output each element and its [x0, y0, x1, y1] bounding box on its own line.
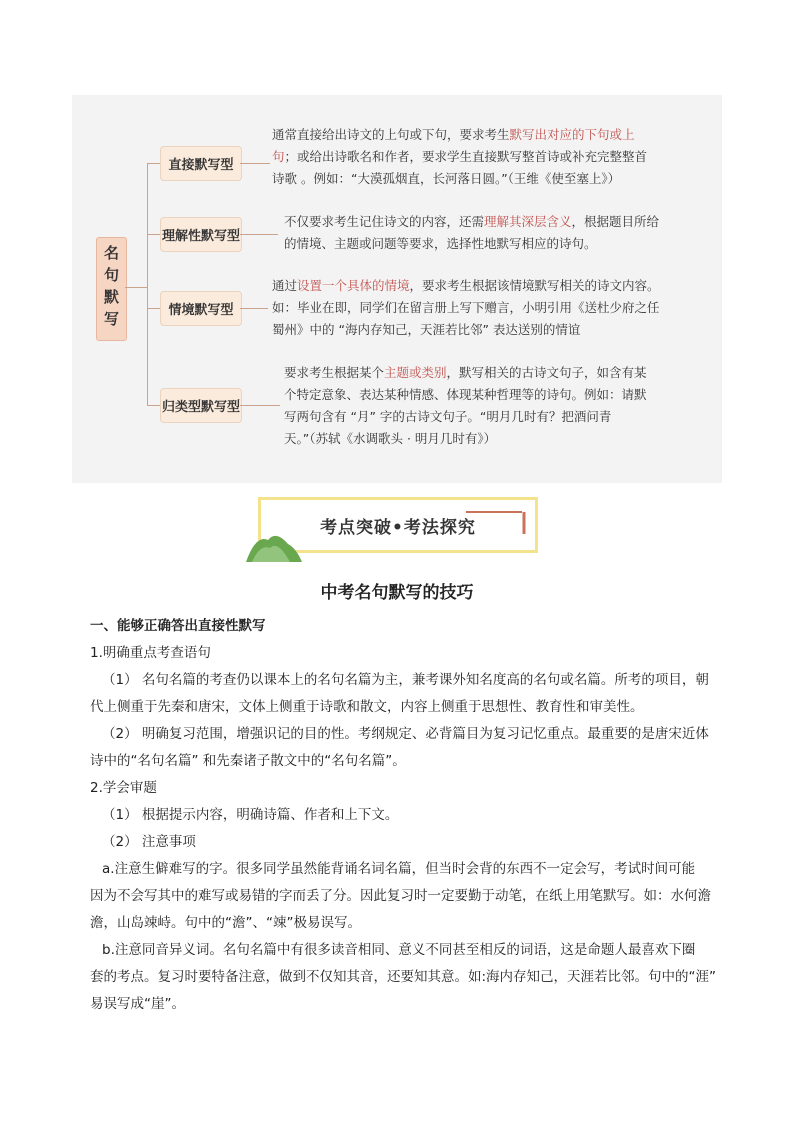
- desc-line: 的情境、主题或问题等要求，选择性地默写相应的诗句。: [284, 236, 597, 251]
- desc-line: 要求考生根据某个主题或类别，默写相关的古诗文句子，如含有某: [284, 365, 647, 380]
- paragraph-line: b.注意同音异义词。名句名篇中有很多读音相同、意义不同甚至相反的词语，这是命题人最喜欢下圈: [102, 942, 696, 958]
- node-direct: 直接默写型: [160, 146, 242, 181]
- desc-line: 如：毕业在即，同学们在留言册上写下赠言，小明引用《送杜少府之任: [272, 300, 660, 315]
- desc-line: 蜀州》中的 “海内存知己，天涯若比邻” 表达送别的情谊: [272, 322, 581, 337]
- hill-icon: [246, 530, 302, 562]
- connector: [147, 163, 160, 164]
- desc-line: 天。”（苏轼《水调歌头 · 明月几时有》）: [284, 431, 497, 446]
- subheading: 1.明确重点考查语句: [90, 645, 211, 661]
- mindmap-root: 名句默写: [96, 237, 127, 341]
- connector: [147, 234, 160, 235]
- article-title: 中考名句默写的技巧: [320, 583, 474, 603]
- node-situation-desc: [272, 275, 660, 341]
- node-situation: 情境默写型: [160, 291, 242, 326]
- paragraph-line: 易误写成“崖”。: [90, 996, 185, 1012]
- connector: [125, 287, 147, 288]
- node-comprehension: 理解性默写型: [160, 217, 242, 252]
- desc-line: 个特定意象、表达某种情感、体现某种哲理等的诗句。例如：请默: [284, 387, 647, 402]
- paragraph-line: （2） 注意事项: [102, 834, 196, 850]
- paragraph-line: （2） 明确复习范围，增强识记的目的性。考纲规定、必背篇目为复习记忆重点。最重要的是唐宋近体: [102, 726, 709, 742]
- connector: [147, 163, 148, 405]
- subheading: 2.学会审题: [90, 780, 157, 796]
- connector: [240, 163, 270, 164]
- banner-corner-decoration: [466, 508, 528, 538]
- paragraph-line: 澹，山岛竦峙。句中的“澹”、“竦”极易误写。: [90, 915, 361, 931]
- desc-line: 句；或给出诗歌名和作者，要求学生直接默写整首诗或补充完整整首: [272, 149, 648, 164]
- connector: [147, 308, 160, 309]
- node-category: 归类型默写型: [160, 388, 242, 423]
- connector: [240, 405, 280, 406]
- connector: [240, 234, 278, 235]
- desc-line: 通过设置一个具体的情境，要求考生根据该情境默写相关的诗文内容。: [272, 278, 660, 293]
- paragraph-line: 诗中的“名句名篇” 和先秦诸子散文中的“名句名篇”。: [90, 753, 406, 769]
- paragraph-line: （1） 根据提示内容，明确诗篇、作者和上下文。: [102, 807, 399, 823]
- paragraph-line: 因为不会写其中的难写或易错的字而丢了分。因此复习时一定要勤于动笔，在纸上用笔默写。如：水何澹: [90, 888, 711, 904]
- connector: [147, 405, 160, 406]
- node-category-desc: [284, 362, 647, 450]
- paragraph-line: （1） 名句名篇的考查仍以课本上的名句名篇为主，兼考课外知名度高的名句或名篇。所考的项目，朝: [102, 672, 709, 688]
- desc-line: 诗歌 。例如：“大漠孤烟直，长河落日圆。”（王维《使至塞上》）: [272, 171, 621, 186]
- paragraph-line: 代上侧重于先秦和唐宋，文体上侧重于诗歌和散文，内容上侧重于思想性、教育性和审美性。: [90, 699, 644, 715]
- node-comprehension-desc: [284, 211, 659, 255]
- paragraph-line: a.注意生僻难写的字。很多同学虽然能背诵名词名篇，但当时会背的东西不一定会写，考试时间可能: [102, 861, 696, 877]
- connector: [240, 308, 268, 309]
- desc-line: 写两句含有 “月” 字的古诗文句子。“明月几时有？把酒问青: [284, 409, 612, 424]
- banner-title: 考点突破•考法探究: [320, 517, 476, 538]
- paragraph-line: 套的考点。复习时要特备注意，做到不仅知其音，还要知其意。如:海内存知己，天涯若比邻。句中的“涯”: [90, 969, 717, 985]
- desc-line: 不仅要求考生记住诗文的内容，还需理解其深层含义，根据题目所给: [284, 214, 660, 229]
- section-heading: 一、能够正确答出直接性默写: [90, 618, 266, 634]
- desc-line: 通常直接给出诗文的上句或下句，要求考生默写出对应的下句或上: [272, 127, 635, 142]
- node-direct-desc: [272, 124, 647, 190]
- mind-map: [72, 95, 722, 483]
